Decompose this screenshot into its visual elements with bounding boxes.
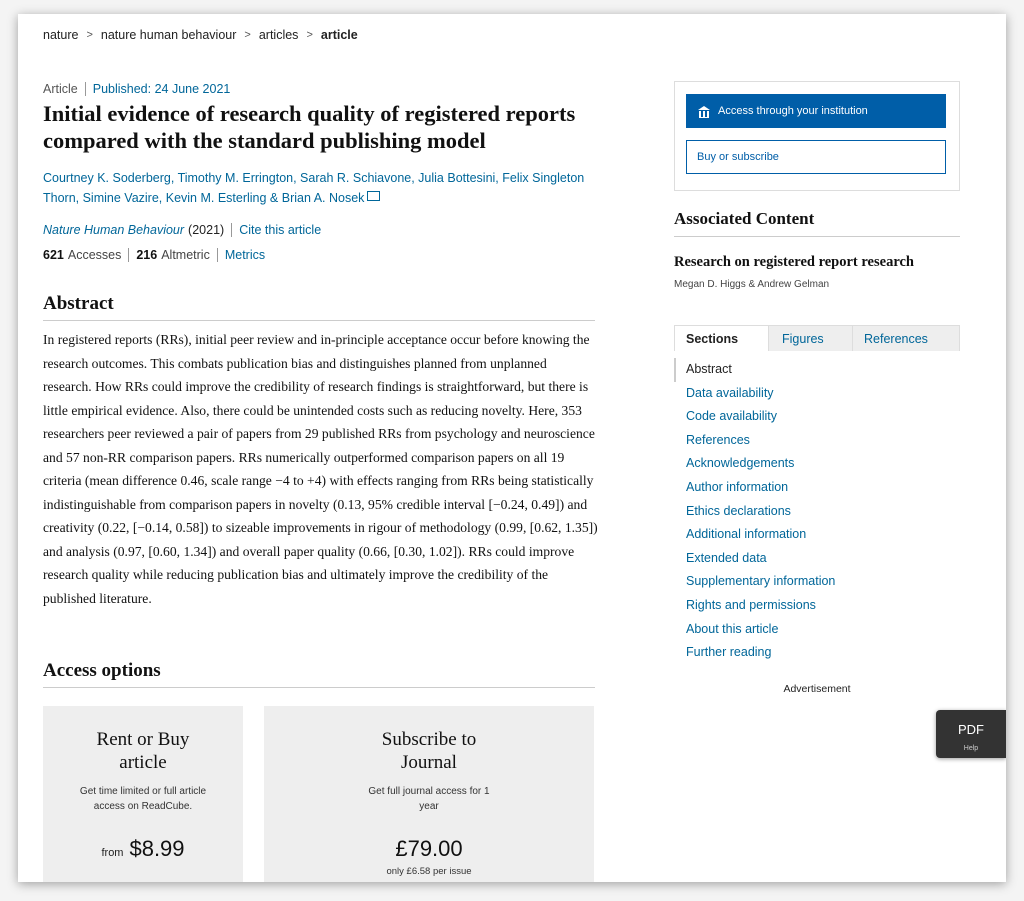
breadcrumb-item-articles[interactable]: articles	[258, 28, 299, 42]
article-metrics	[43, 248, 265, 262]
tab-references[interactable]: References	[853, 325, 960, 351]
card-title-line: Rent or Buy	[96, 729, 190, 750]
journal-name[interactable]: Nature Human Behaviour	[43, 223, 185, 237]
authors-line[interactable]: Courtney K. Soderberg, Timothy M. Errington, Sarah R. Schiavone, Julia Bottesini, Felix Singleton	[43, 171, 585, 185]
accesses-label: Accesses	[67, 248, 122, 262]
institution-icon	[698, 106, 710, 117]
section-link-abstract[interactable]: Abstract	[674, 358, 960, 382]
section-link-further-reading[interactable]: Further reading	[686, 645, 772, 660]
pdf-label[interactable]: PDF	[958, 722, 984, 737]
advertisement-label: Advertisement	[783, 683, 851, 695]
price-per-issue: only £6.58 per issue	[386, 866, 472, 877]
section-link-author-information[interactable]: Author information	[686, 479, 789, 494]
breadcrumb-item-nature[interactable]: nature	[43, 28, 79, 42]
divider	[674, 236, 960, 237]
access-institution-button[interactable]	[686, 94, 946, 128]
help-label[interactable]: Help	[963, 745, 979, 752]
divider	[43, 320, 595, 321]
card-description: Get time limited or full article access on ReadCube.	[79, 786, 207, 812]
abstract-heading: Abstract	[43, 293, 114, 314]
card-title-line: Journal	[401, 752, 457, 773]
price-value: $8.99	[129, 836, 185, 861]
article-type: Article	[43, 82, 78, 96]
pdf-download-widget[interactable]	[936, 710, 1006, 758]
card-description: Get full journal access for 1 year	[368, 786, 490, 812]
journal-citation	[43, 223, 321, 237]
abstract-text: In registered reports (RRs), initial peer review and in-principle acceptance occur before knowing the research outcomes. This combats publication bias and distinguishes planned from unplanned research. How RRs could improve the credibility of research findings is straightforward, but there is little empirical evidence. Also, there could be unintended costs such as reducing novelty. Here, 353 researchers peer reviewed a pair of papers from 29 published RRs from psychology and neuroscience and 57 non-RR comparison papers. RRs numerically outperformed comparison papers on all 19 criteria (mean difference 0.46, scale range −4 to +4) with effects ranging from RRs being statistically indistinguishable from comparison papers in novelty (0.13, 95% credible interval [−0.24, 0.49]) and creativity (0.22, [−0.14, 0.58]) to sizeable improvements in rigour of methodology (0.99, [0.62, 1.35]) and analysis (0.97, [0.60, 1.34]) and overall paper quality (0.66, [0.30, 1.02]). RRs could improve research quality while reducing publication bias and ultimately improve the credibility of the published literature.	[43, 332, 598, 606]
altmetric-count: 216	[136, 248, 158, 262]
breadcrumb-separator: >	[86, 29, 93, 41]
card-price	[43, 836, 243, 862]
related-article-title[interactable]: Research on registered report research	[674, 254, 914, 270]
article-meta	[43, 82, 230, 96]
access-institution-label: Access through your institution	[718, 105, 868, 117]
authors-line	[43, 188, 603, 208]
divider	[217, 248, 218, 262]
section-link-data-availability[interactable]: Data availability	[686, 385, 774, 400]
section-link-supplementary-information[interactable]: Supplementary information	[686, 574, 836, 589]
divider	[43, 687, 595, 688]
article-title: Initial evidence of research quality of registered reports compared with the standard publishing model	[43, 101, 576, 153]
tab-figures[interactable]: Figures	[769, 325, 853, 351]
breadcrumb	[43, 28, 358, 42]
card-title	[264, 728, 594, 774]
related-article-authors: Megan D. Higgs & Andrew Gelman	[674, 279, 830, 290]
section-link-additional-information[interactable]: Additional information	[686, 527, 807, 542]
journal-year: (2021)	[188, 223, 225, 237]
mail-icon[interactable]	[367, 191, 380, 201]
accesses-count: 621	[43, 248, 64, 262]
article-page	[18, 14, 1006, 882]
published-date: Published: 24 June 2021	[92, 82, 231, 96]
divider	[128, 248, 129, 262]
authors-line-text[interactable]: Thorn, Simine Vazire, Kevin M. Esterling & Brian A. Nosek	[43, 191, 365, 205]
author-list	[43, 168, 603, 208]
cite-article-link[interactable]: Cite this article	[239, 223, 322, 237]
section-link-code-availability[interactable]: Code availability	[686, 409, 778, 424]
buy-or-subscribe-button[interactable]: Buy or subscribe	[686, 140, 946, 174]
section-link-rights-and-permissions[interactable]: Rights and permissions	[686, 597, 816, 612]
section-link-references[interactable]: References	[686, 432, 750, 447]
breadcrumb-separator: >	[306, 29, 313, 41]
price-from-label: from	[101, 847, 124, 859]
altmetric-label: Altmetric	[161, 248, 210, 262]
section-link-acknowledgements[interactable]: Acknowledgements	[686, 456, 795, 471]
tab-sections[interactable]: Sections	[674, 325, 769, 351]
section-link-ethics-declarations[interactable]: Ethics declarations	[686, 503, 791, 518]
breadcrumb-item-journal[interactable]: nature human behaviour	[100, 28, 237, 42]
section-link-extended-data[interactable]: Extended data	[686, 550, 767, 565]
card-title	[43, 728, 243, 774]
divider	[231, 223, 232, 237]
section-link-about-this-article[interactable]: About this article	[686, 621, 779, 636]
metrics-link[interactable]: Metrics	[224, 248, 266, 262]
card-title-line: article	[119, 752, 167, 773]
associated-content-heading: Associated Content	[674, 209, 815, 228]
card-price: £79.00	[395, 836, 463, 861]
subscribe-card[interactable]	[264, 706, 594, 882]
divider	[85, 82, 86, 96]
breadcrumb-current: article	[320, 28, 358, 42]
sections-list	[674, 358, 960, 665]
breadcrumb-separator: >	[244, 29, 251, 41]
sidebar-tabs	[674, 325, 960, 351]
card-title-line: Subscribe to	[381, 729, 477, 750]
access-options-heading: Access options	[43, 660, 161, 681]
rent-or-buy-card[interactable]	[43, 706, 243, 882]
